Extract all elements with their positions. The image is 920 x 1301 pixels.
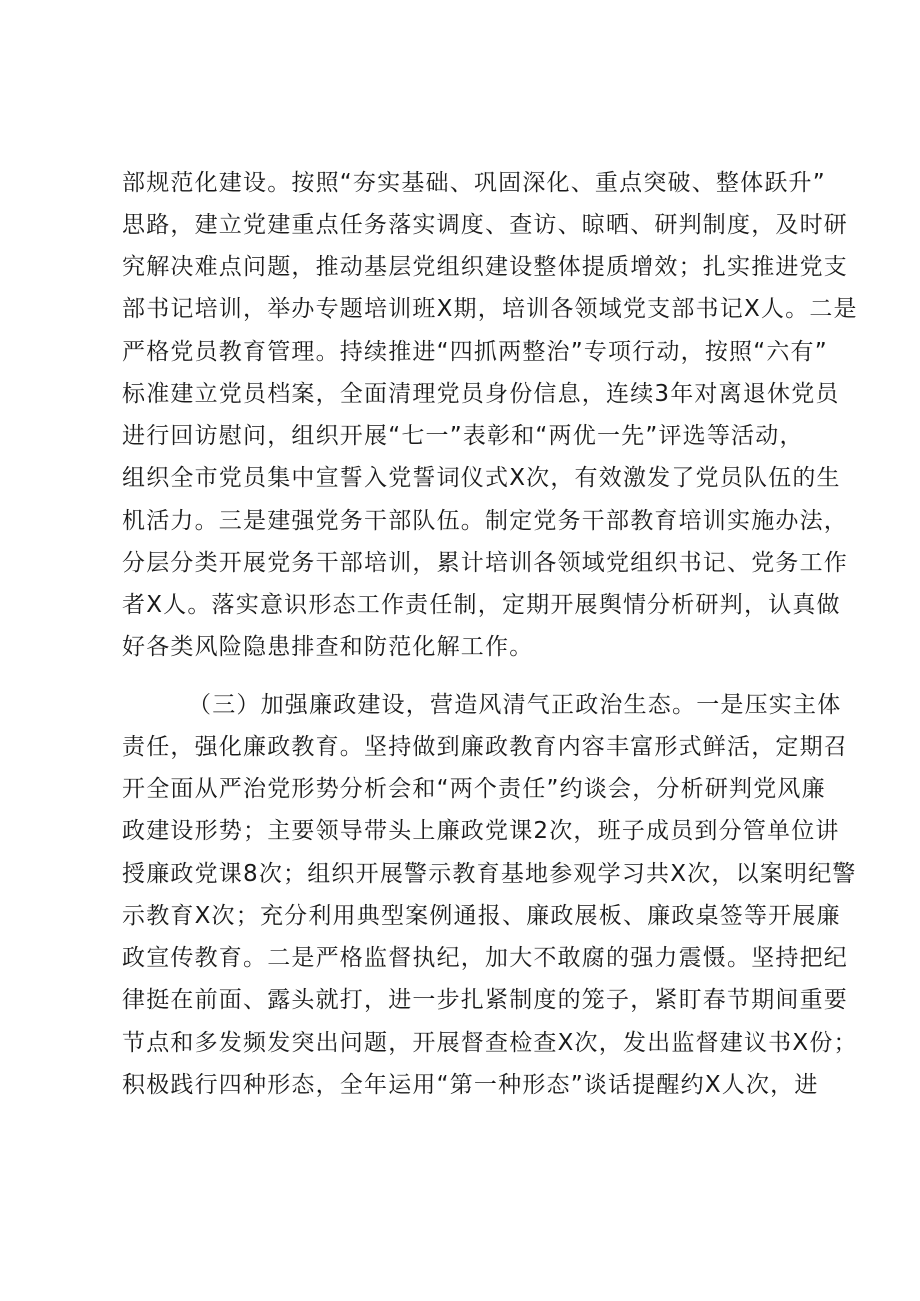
text-line: 节点和多发频发突出问题，开展督查检查X次，发出监督建议书X份； (122, 1030, 858, 1056)
text-line: 责任，强化廉政教育。坚持做到廉政教育内容丰富形式鲜活，定期召 (122, 734, 848, 760)
text-line: 严格党员教育管理。持续推进“四抓两整治”专项行动，按照“六有” (122, 339, 828, 365)
text-line: 好各类风险隐患排查和防范化解工作。 (122, 634, 534, 660)
text-line: 分层分类开展党务干部培训，累计培训各领域党组织书记、党务工作 (122, 550, 848, 576)
text-line: 政宣传教育。二是严格监督执纪，加大不敢腐的强力震慑。坚持把纪 (122, 945, 848, 971)
text-line: 究解决难点问题，推动基层党组织建设整体提质增效；扎实推进党支 (122, 254, 848, 280)
text-line: 组织全市党员集中宣誓入党誓词仪式X次，有效激发了党员队伍的生 (122, 465, 841, 491)
text-line: 者X人。落实意识形态工作责任制，定期开展舆情分析研判，认真做 (122, 592, 841, 618)
section-heading-line: （三）加强廉政建设，营造风清气正政治生态。一是压实主体 (188, 692, 842, 718)
text-line: 部规范化建设。按照“夯实基础、巩固深化、重点突破、整体跃升” (122, 170, 826, 196)
text-line: 授廉政党课8次；组织开展警示教育基地参观学习共X次，以案明纪警 (122, 861, 857, 887)
text-line: 示教育X次；充分利用典型案例通报、廉政展板、廉政桌签等开展廉 (122, 903, 841, 929)
text-line: 标准建立党员档案，全面清理党员身份信息，连续3年对离退休党员 (122, 381, 840, 407)
text-line: 机活力。三是建强党务干部队伍。制定党务干部教育培训实施办法， (122, 508, 848, 534)
text-line: 积极践行四种形态，全年运用“第一种形态”谈话提醒约X人次，进 (122, 1072, 819, 1098)
text-line: 部书记培训，举办专题培训班X期，培训各领域党支部书记X人。二是 (122, 296, 858, 322)
text-line: 思路，建立党建重点任务落实调度、查访、晾晒、研判制度，及时研 (122, 212, 848, 238)
text-line: 律挺在前面、露头就打，进一步扎紧制度的笼子，紧盯春节期间重要 (122, 987, 848, 1013)
text-line: 进行回访慰问，组织开展“七一”表彰和“两优一先”评选等活动， (122, 423, 804, 449)
text-line: 开全面从严治党形势分析会和“两个责任”约谈会，分析研判党风廉 (122, 776, 826, 802)
text-line: 政建设形势；主要领导带头上廉政党课2次，班子成员到分管单位讲 (122, 818, 840, 844)
